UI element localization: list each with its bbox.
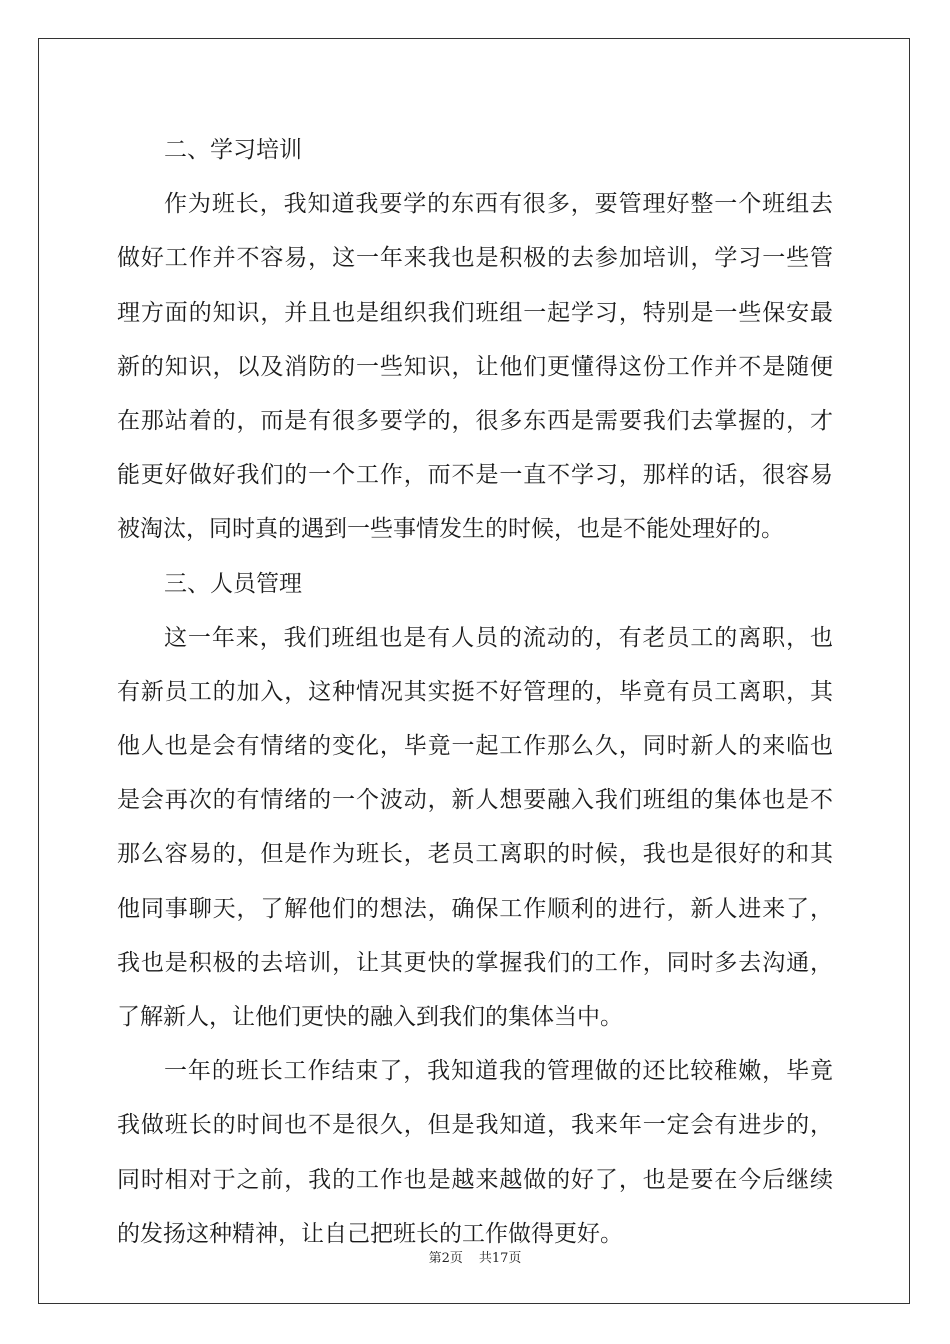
page-number-current: 第2页: [428, 1251, 463, 1266]
paragraph-line: 同时相对于之前，我的工作也是越来越做的好了，也是要在今后继续: [117, 1166, 833, 1193]
paragraph-line: 的发扬这种精神，让自己把班长的工作做得更好。: [117, 1220, 623, 1247]
section-heading-personnel: 三、人员管理: [164, 570, 302, 597]
paragraph-line: 有新员工的加入，这种情况其实挺不好管理的，毕竟有员工离职，其: [117, 678, 833, 705]
page-footer: [0, 1247, 950, 1266]
paragraph-line: 被淘汰，同时真的遇到一些事情发生的时候，也是不能处理好的。: [117, 516, 784, 543]
paragraph-line: 一年的班长工作结束了，我知道我的管理做的还比较稚嫩，毕竟: [164, 1058, 833, 1085]
paragraph-line: 他同事聊天，了解他们的想法，确保工作顺利的进行，新人进来了，: [117, 895, 833, 922]
paragraph-line: 在那站着的，而是有很多要学的，很多东西是需要我们去掌握的，才: [117, 407, 833, 434]
document-body: [117, 123, 833, 1261]
paragraph-line: 了解新人，让他们更快的融入到我们的集体当中。: [117, 1004, 623, 1030]
paragraph-line: 作为班长，我知道我要学的东西有很多，要管理好整一个班组去: [164, 191, 833, 218]
section-heading-training: 二、学习培训: [164, 137, 302, 163]
paragraph-line: 做好工作并不容易，这一年来我也是积极的去参加培训，学习一些管: [117, 245, 833, 272]
paragraph-line: 能更好做好我们的一个工作，而不是一直不学习，那样的话，很容易: [117, 462, 833, 489]
paragraph-line: 我也是积极的去培训，让其更快的掌握我们的工作，同时多去沟通，: [117, 949, 833, 976]
paragraph-line: 那么容易的，但是作为班长，老员工离职的时候，我也是很好的和其: [117, 841, 833, 868]
paragraph-line: 是会再次的有情绪的一个波动，新人想要融入我们班组的集体也是不: [117, 787, 833, 814]
paragraph-line: 他人也是会有情绪的变化，毕竟一起工作那么久，同时新人的来临也: [117, 733, 833, 760]
page-number-total: 共17页: [478, 1251, 522, 1266]
paragraph-line: 这一年来，我们班组也是有人员的流动的，有老员工的离职，也: [164, 624, 833, 651]
paragraph-line: 我做班长的时间也不是很久，但是我知道，我来年一定会有进步的，: [117, 1112, 833, 1139]
paragraph-line: 理方面的知识，并且也是组织我们班组一起学习，特别是一些保安最: [117, 299, 833, 326]
paragraph-line: 新的知识，以及消防的一些知识，让他们更懂得这份工作并不是随便: [117, 353, 833, 380]
